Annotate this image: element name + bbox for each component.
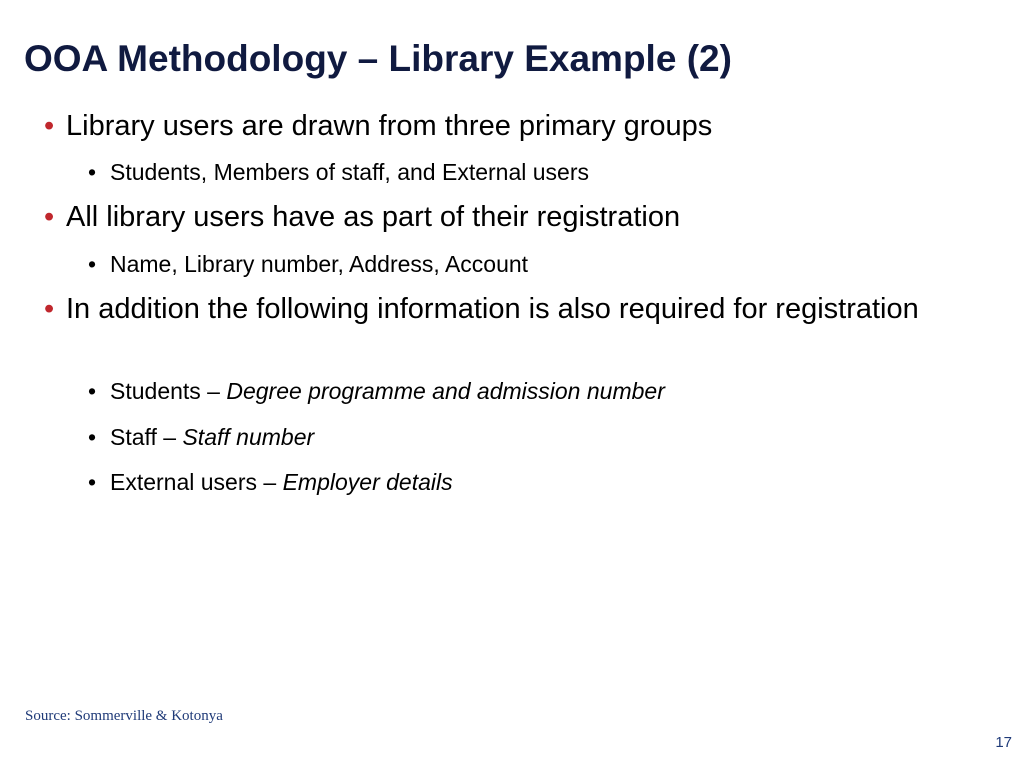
bullet-marker: • <box>44 110 55 142</box>
sub-bullet-label: Students – <box>110 378 227 404</box>
sub-bullet-marker: • <box>88 159 97 185</box>
bullet-marker: • <box>44 293 55 325</box>
sub-bullet-item: Name, Library number, Address, Account <box>110 251 529 277</box>
sub-bullet-marker: • <box>88 424 97 450</box>
bullet-item: All library users have as part of their registration <box>66 201 681 233</box>
sub-bullet-item <box>110 468 453 496</box>
bullet-marker: • <box>44 201 55 233</box>
sub-bullet-item <box>110 423 314 451</box>
sub-bullet-item: Students, Members of staff, and External users <box>110 159 589 185</box>
sub-bullet-marker: • <box>88 378 97 404</box>
sub-bullet-marker: • <box>88 251 97 277</box>
slide-title: OOA Methodology – Library Example (2) <box>24 38 732 79</box>
sub-bullet-marker: • <box>88 469 97 495</box>
page-number: 17 <box>995 734 1012 751</box>
sub-bullet-item <box>110 377 665 405</box>
sub-bullet-detail: Employer details <box>282 469 453 495</box>
sub-bullet-label: Staff – <box>110 424 183 450</box>
bullet-item: Library users are drawn from three primary groups <box>66 110 713 142</box>
bullet-item: In addition the following information is also required for registration <box>66 293 919 325</box>
sub-bullet-label: External users – <box>110 469 283 495</box>
sub-bullet-detail: Staff number <box>182 424 315 450</box>
sub-bullet-detail: Degree programme and admission number <box>226 378 665 404</box>
source-citation: Source: Sommerville & Kotonya <box>25 708 223 724</box>
